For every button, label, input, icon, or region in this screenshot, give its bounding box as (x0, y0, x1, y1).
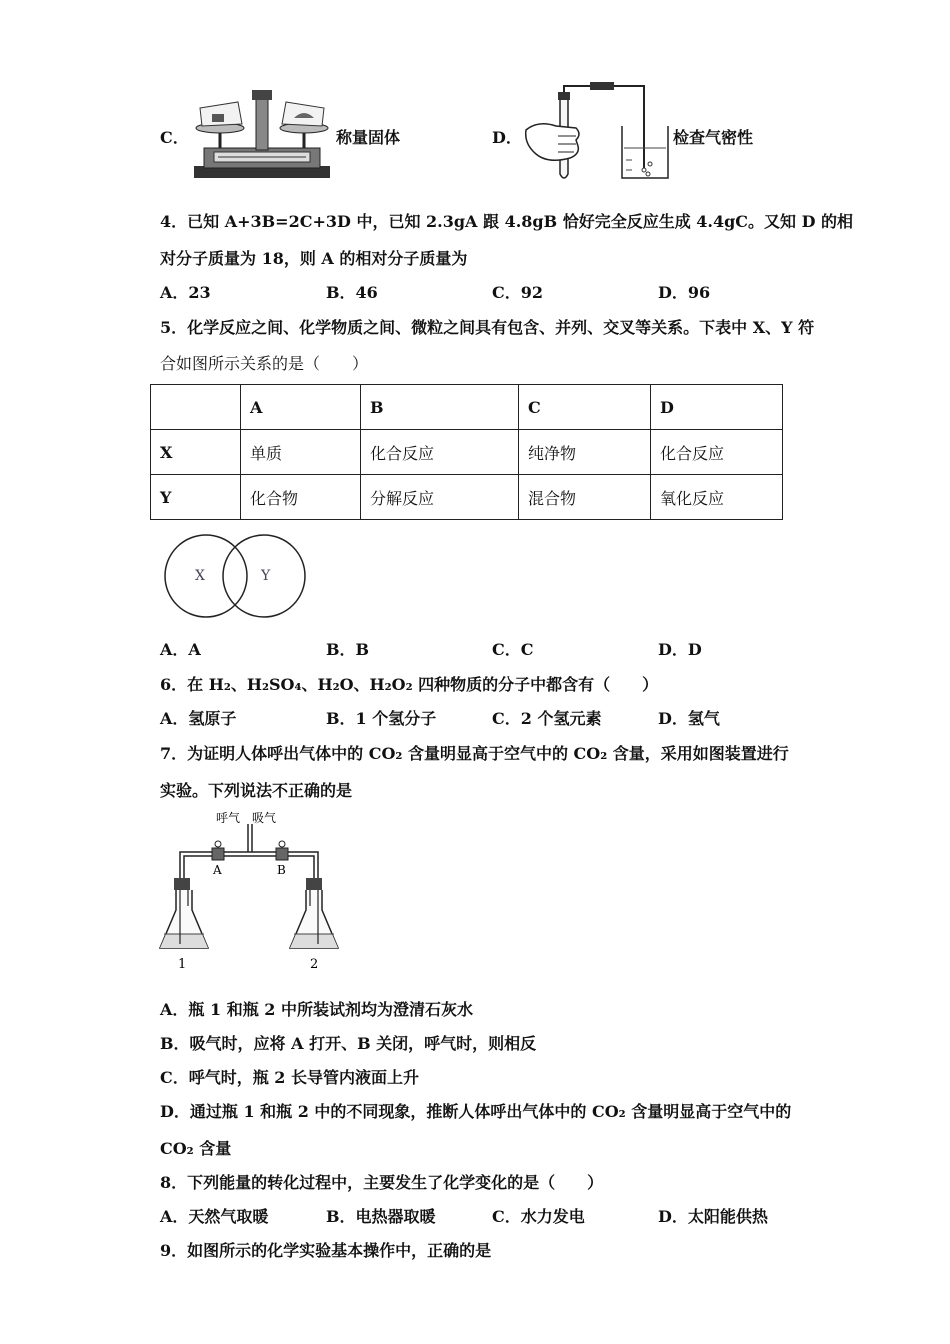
q3-option-c-text: 称量固体 (336, 128, 401, 147)
q7-option-d: D．通过瓶 1 和瓶 2 中的不同现象，推断人体呼出气体中的 CO₂ 含量明显高于空气中的 (160, 1102, 792, 1121)
q4-stem-line1: 4．已知 A+3B=2C+3D 中，已知 2.3gA 跟 4.8gB 恰好完全反应生成 4.4gC。又知 D 的相 (160, 212, 854, 231)
venn-diagram (158, 534, 310, 620)
table-cell (151, 385, 241, 430)
q7-stem-line1: 7．为证明人体呼出气体中的 CO₂ 含量明显高于空气中的 CO₂ 含量，采用如图装置进行 (160, 744, 789, 763)
q9-stem: 9．如图所示的化学实验基本操作中，正确的是 (160, 1241, 492, 1260)
label-valve-b: B (277, 863, 286, 877)
q5-option-d: D．D (658, 640, 702, 659)
valve-a-icon (212, 848, 224, 860)
label-valve-a: A (213, 863, 222, 877)
q5-stem-line1: 5．化学反应之间、化学物质之间、微粒之间具有包含、并列、交叉等关系。下表中 X、Y 符 (160, 318, 815, 337)
table-header-cell: C (519, 385, 651, 430)
q6-option-a: A．氢原子 (160, 709, 237, 728)
q5-stem-line2: 合如图所示关系的是（ ） (160, 354, 369, 373)
table-row (151, 475, 783, 520)
q8-option-a: A．天然气取暖 (160, 1207, 269, 1226)
table-cell: 纯净物 (519, 430, 651, 475)
q5-table (150, 384, 783, 520)
label-exhale: 呼气 (216, 811, 241, 825)
q4-option-a: A．23 (160, 283, 211, 302)
q4-option-c: C．92 (492, 283, 544, 302)
table-row (151, 430, 783, 475)
q4-stem-line2: 对分子质量为 18，则 A 的相对分子质量为 (160, 249, 468, 268)
q5-option-a: A．A (160, 640, 201, 659)
table-row (151, 385, 783, 430)
table-cell: 氧化反应 (651, 475, 783, 520)
valve-b-icon (276, 848, 288, 860)
q5-option-b: B．B (326, 640, 370, 659)
q6-option-d: D．氢气 (658, 709, 720, 728)
q6-stem: 6．在 H₂、H₂SO₄、H₂O、H₂O₂ 四种物质的分子中都含有（ ） (160, 675, 659, 694)
q6-option-c: C．2 个氢元素 (492, 709, 602, 728)
table-cell: 化合物 (241, 475, 361, 520)
table-cell: 化合反应 (651, 430, 783, 475)
table-header-cell: A (241, 385, 361, 430)
q8-option-b: B．电热器取暖 (326, 1207, 436, 1226)
q3-option-d-label: D． (492, 128, 522, 147)
table-cell: 单质 (241, 430, 361, 475)
table-cell: 化合反应 (361, 430, 519, 475)
q3-option-d-text: 检查气密性 (673, 128, 754, 147)
balance-scale-figure (190, 88, 335, 183)
airtightness-test-figure (518, 74, 670, 184)
venn-label-y: Y (261, 568, 271, 584)
table-row-label: X (151, 430, 241, 475)
q7-option-c: C．呼气时，瓶 2 长导管内液面上升 (160, 1068, 420, 1087)
q4-option-b: B．46 (326, 283, 378, 302)
q6-option-b: B．1 个氢分子 (326, 709, 437, 728)
q8-option-d: D．太阳能供热 (658, 1207, 768, 1226)
q7-option-d-line2: CO₂ 含量 (160, 1139, 232, 1158)
breathing-apparatus-figure (156, 806, 342, 974)
label-inhale: 吸气 (252, 811, 277, 825)
venn-label-x: X (195, 568, 205, 584)
table-cell: 混合物 (519, 475, 651, 520)
q8-option-c: C．水力发电 (492, 1207, 585, 1226)
q7-option-b: B．吸气时，应将 A 打开、B 关闭，呼气时，则相反 (160, 1034, 537, 1053)
table-header-cell: D (651, 385, 783, 430)
q5-option-c: C．C (492, 640, 534, 659)
label-bottle-2: 2 (310, 957, 319, 972)
q7-option-a: A．瓶 1 和瓶 2 中所装试剂均为澄清石灰水 (160, 1000, 473, 1019)
table-header-cell: B (361, 385, 519, 430)
table-row-label: Y (151, 475, 241, 520)
q3-option-c-label: C． (160, 128, 189, 147)
q4-option-d: D．96 (658, 283, 711, 302)
q8-stem: 8．下列能量的转化过程中，主要发生了化学变化的是（ ） (160, 1173, 604, 1192)
label-bottle-1: 1 (178, 957, 187, 972)
table-cell: 分解反应 (361, 475, 519, 520)
q7-stem-line2: 实验。下列说法不正确的是 (160, 781, 353, 800)
